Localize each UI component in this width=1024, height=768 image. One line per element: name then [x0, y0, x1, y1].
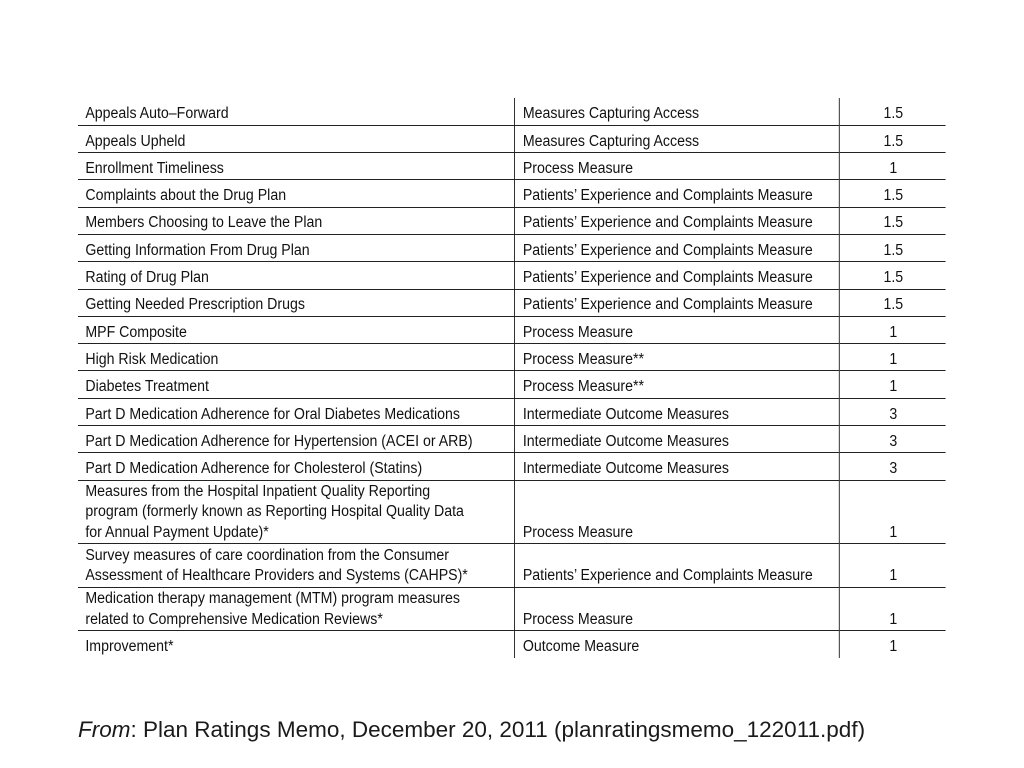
table-row [78, 453, 946, 480]
measure-weight: 1.5 [839, 125, 946, 152]
table-row [78, 262, 946, 289]
measure-name-line: for Annual Payment Update)* [85, 523, 269, 541]
measure-category: Measures Capturing Access [514, 98, 839, 125]
measure-name-line: related to Comprehensive Medication Reviews* [85, 610, 383, 628]
table-row [78, 631, 946, 658]
measure-name: Diabetes Treatment [78, 371, 514, 398]
table-row [78, 98, 946, 125]
measure-category: Patients’ Experience and Complaints Measure [514, 262, 839, 289]
measure-name: Part D Medication Adherence for Hypertension (ACEI or ARB) [78, 426, 514, 453]
measure-name: Getting Needed Prescription Drugs [78, 289, 514, 316]
table-row [78, 234, 946, 261]
measure-weight: 1 [839, 371, 946, 398]
measure-category: Patients’ Experience and Complaints Measure [514, 207, 839, 234]
source-text: : Plan Ratings Memo, December 20, 2011 (planratingsmemo_122011.pdf) [130, 717, 866, 742]
measure-category: Outcome Measure [514, 631, 839, 658]
table-row [78, 153, 946, 180]
measure-name: Getting Information From Drug Plan [78, 234, 514, 261]
measure-name: Appeals Auto–Forward [78, 98, 514, 125]
measure-name-line: Survey measures of care coordination from the Consumer [85, 546, 449, 564]
measure-name: Members Choosing to Leave the Plan [78, 207, 514, 234]
measure-category: Process Measure** [514, 344, 839, 371]
measure-name: Improvement* [85, 638, 174, 656]
measure-category: Measures Capturing Access [514, 125, 839, 152]
measure-category: Intermediate Outcome Measures [514, 398, 839, 425]
measure-weight: 1 [839, 344, 946, 371]
measure-name: Part D Medication Adherence for Cholesterol (Statins) [78, 453, 514, 480]
source-from-label: From [78, 717, 131, 742]
table-row [78, 398, 946, 425]
measure-category: Process Measure** [514, 371, 839, 398]
table-row [78, 180, 946, 207]
measure-category: Intermediate Outcome Measures [514, 453, 839, 480]
table-row [78, 587, 946, 631]
measure-name: High Risk Medication [78, 344, 514, 371]
source-citation [78, 715, 865, 745]
measure-name: Appeals Upheld [78, 125, 514, 152]
measure-category: Patients’ Experience and Complaints Measure [514, 180, 839, 207]
measure-weight: 1 [839, 316, 946, 343]
measure-weight: 1 [839, 544, 946, 588]
measure-name: Part D Medication Adherence for Oral Diabetes Medications [78, 398, 514, 425]
measure-name: Complaints about the Drug Plan [78, 180, 514, 207]
table-row [78, 289, 946, 316]
table-row [78, 316, 946, 343]
measure-name: MPF Composite [78, 316, 514, 343]
measure-weight: 1 [839, 631, 946, 658]
measure-category: Process Measure [514, 153, 839, 180]
measure-weight: 3 [839, 453, 946, 480]
measure-category: Process Measure [514, 316, 839, 343]
measure-weight: 3 [839, 398, 946, 425]
measure-weight: 1.5 [839, 180, 946, 207]
table-row [78, 125, 946, 152]
measure-weight: 3 [839, 426, 946, 453]
measure-name [78, 480, 514, 544]
measure-category: Process Measure [514, 587, 839, 631]
measure-category: Patients’ Experience and Complaints Measure [514, 544, 839, 588]
measure-name-line: Assessment of Healthcare Providers and Systems (CAHPS)* [85, 567, 468, 585]
measure-weight: 1.5 [839, 262, 946, 289]
measure-name: Rating of Drug Plan [78, 262, 514, 289]
measure-weight: 1 [839, 587, 946, 631]
measure-category: Patients’ Experience and Complaints Measure [514, 289, 839, 316]
measure-name [78, 544, 514, 588]
measure-name-line: program (formerly known as Reporting Hospital Quality Data [85, 503, 464, 521]
measures-table [78, 98, 946, 658]
measure-weight: 1 [839, 153, 946, 180]
measure-name [78, 587, 514, 631]
table-row [78, 207, 946, 234]
measure-weight: 1.5 [839, 289, 946, 316]
measure-category: Intermediate Outcome Measures [514, 426, 839, 453]
table-row [78, 480, 946, 544]
measure-name-line: Medication therapy management (MTM) program measures [85, 590, 460, 608]
measure-category: Patients’ Experience and Complaints Measure [514, 234, 839, 261]
measure-category: Process Measure [514, 480, 839, 544]
measure-weight: 1.5 [839, 234, 946, 261]
table-row [78, 544, 946, 588]
measure-name-line: Measures from the Hospital Inpatient Quality Reporting [85, 482, 431, 500]
table-row [78, 344, 946, 371]
measure-weight: 1 [839, 480, 946, 544]
measure-name: Enrollment Timeliness [78, 153, 514, 180]
table-row [78, 371, 946, 398]
table-row [78, 426, 946, 453]
measure-weight: 1.5 [839, 98, 946, 125]
measure-weight: 1.5 [839, 207, 946, 234]
